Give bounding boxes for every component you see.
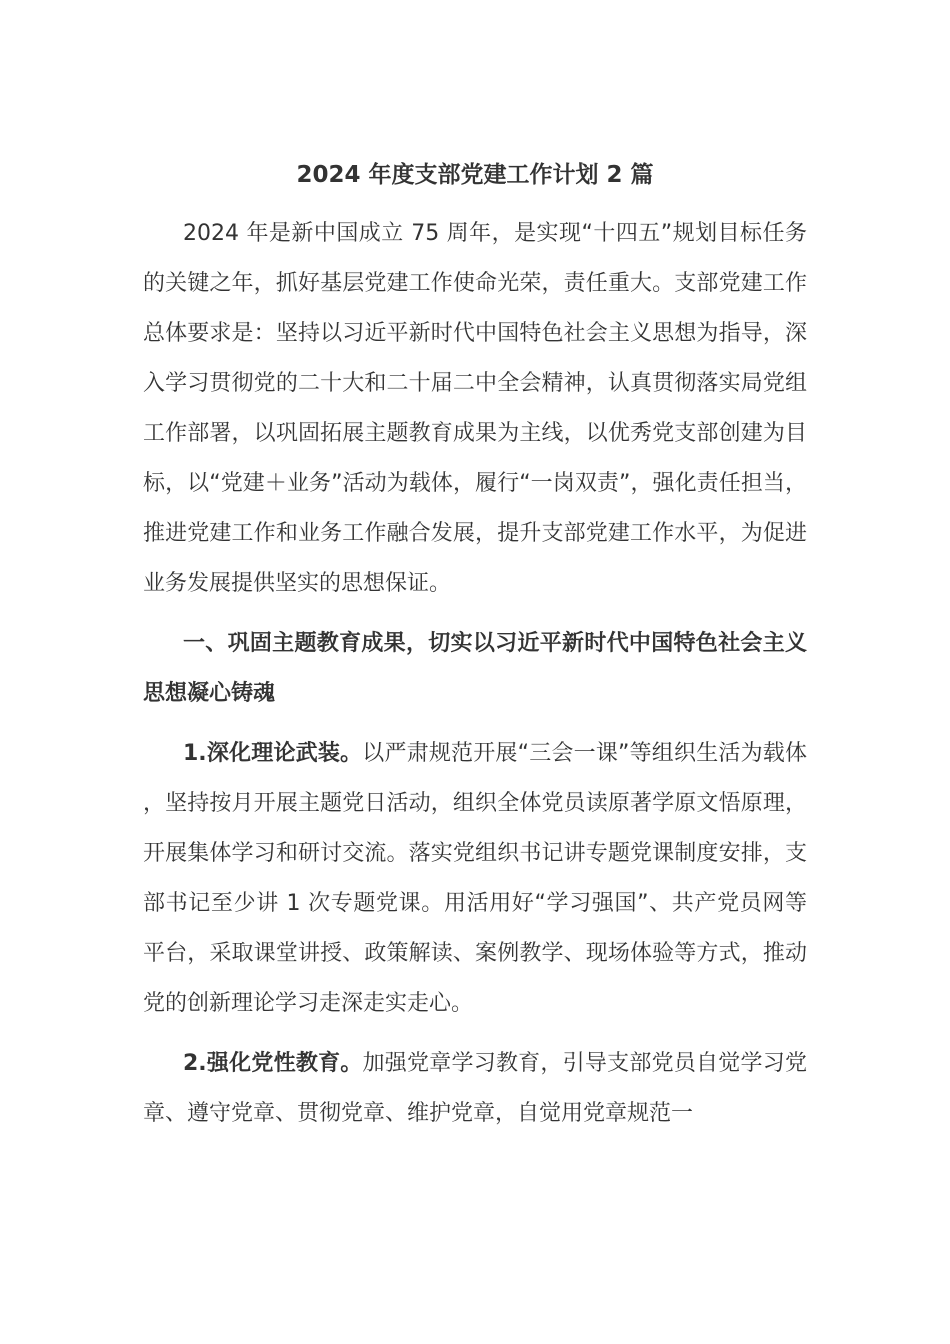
- document-title: 2024 年度支部党建工作计划 2 篇: [296, 162, 654, 188]
- intro-paragraph: 2024 年是新中国成立 75 周年，是实现“十四五”规划目标任务的关键之年，抓好基层党建工作使命光荣，责任重大。支部党建工作总体要求是：坚持以习近平新时代中国特色社会主义思想为指导，深入学习贯彻党的二十大和二十届二中全会精神，认真贯彻落实局党组工作部署，以巩固拓展主题教育成果为主线，以优秀党支部创建为目标，以“党建＋业务”活动为载体，履行“一岗双责”，强化责任担当，推进党建工作和业务工作融合发展，提升支部党建工作水平，为促进业务发展提供坚实的思想保证。: [143, 221, 807, 596]
- item-lead-1: 1.深化理论武装。: [183, 741, 363, 766]
- section-heading-1: 一、巩固主题教育成果，切实以习近平新时代中国特色社会主义思想凝心铸魂: [143, 631, 807, 706]
- item-text-2: 加强党章学习教育，引导支部党员自觉学习党章、遵守党章、贯彻党章、维护党章，自觉用党章规范一: [143, 1051, 807, 1126]
- item-lead-2: 2.强化党性教育。: [183, 1051, 363, 1076]
- item-paragraph-1: [143, 729, 807, 1029]
- item-text-1: 以严肃规范开展“三会一课”等组织生活为载体，坚持按月开展主题党日活动，组织全体党员读原著学原文悟原理，开展集体学习和研讨交流。落实党组织书记讲专题党课制度安排，支部书记至少讲 1 次专题党课。用活用好“学习强国”、共产党员网等平台，采取课堂讲授、政策解读、案例教学、现场体验等方式，推动党的创新理论学习走深走实走心。: [143, 741, 807, 1016]
- item-paragraph-2: [143, 1039, 807, 1139]
- document-page: [143, 155, 807, 1149]
